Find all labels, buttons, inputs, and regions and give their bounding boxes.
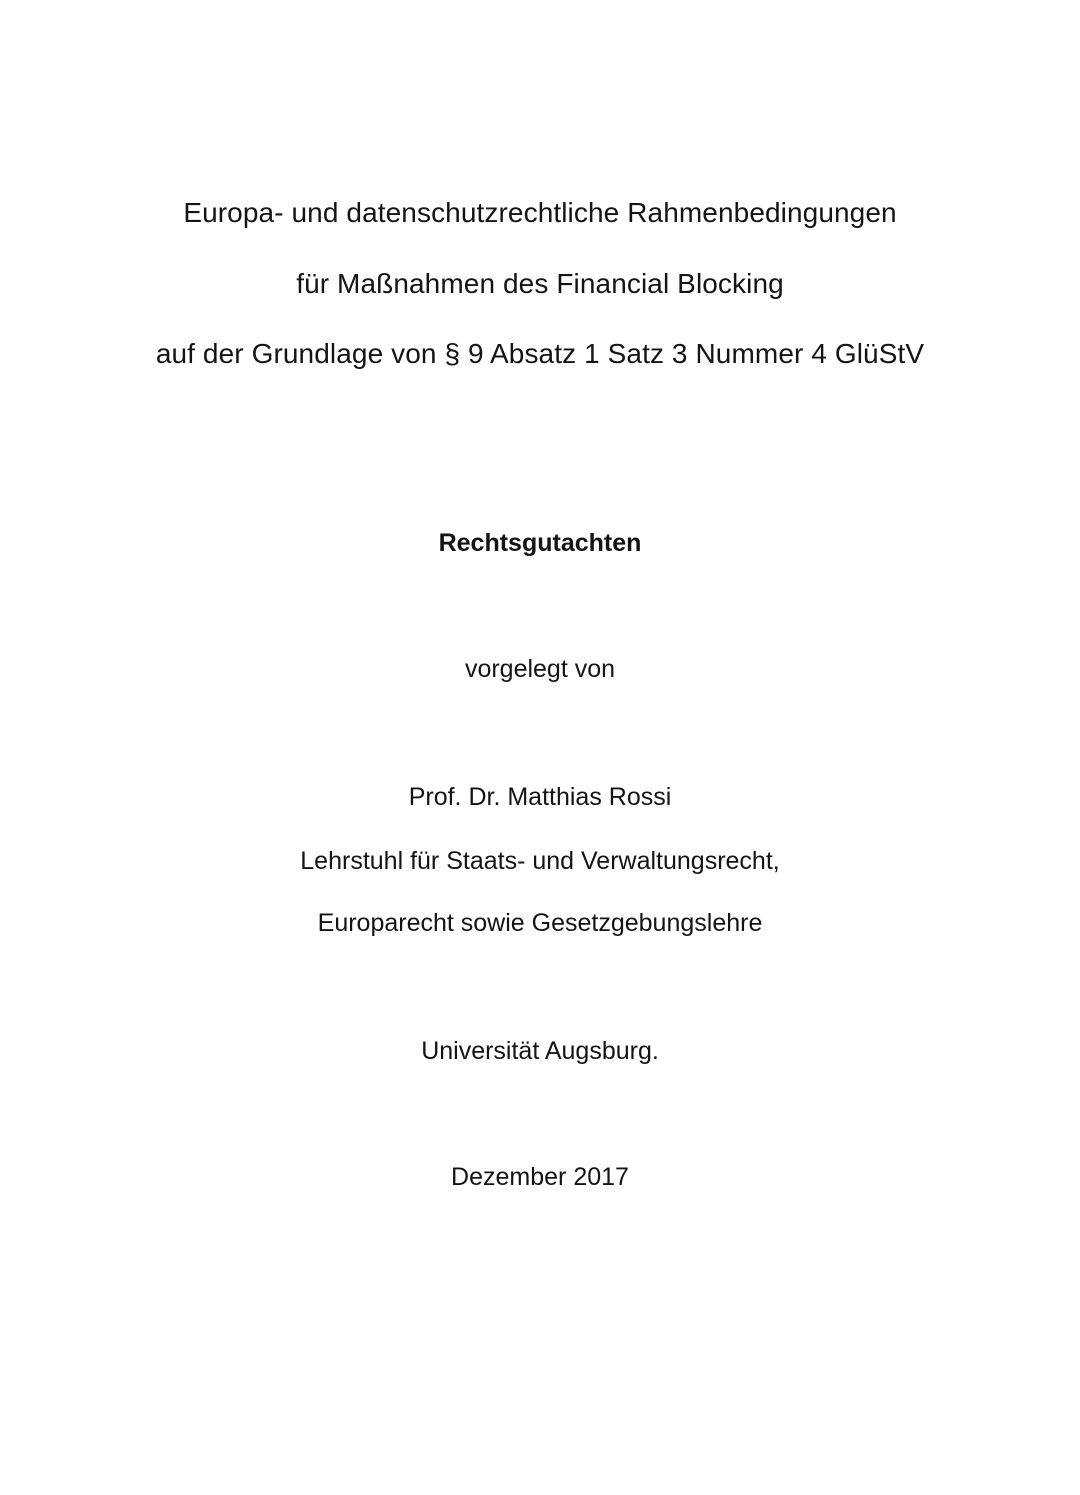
title-line-1: Europa- und datenschutzrechtliche Rahmenbedingungen bbox=[183, 197, 897, 228]
document-date: Dezember 2017 bbox=[451, 1163, 629, 1191]
document-type: Rechtsgutachten bbox=[438, 529, 642, 557]
author-name: Prof. Dr. Matthias Rossi bbox=[408, 783, 672, 811]
university: Universität Augsburg. bbox=[421, 1037, 659, 1065]
author-chair-line-2: Europarecht sowie Gesetzgebungslehre bbox=[317, 909, 763, 937]
presented-by-label: vorgelegt von bbox=[464, 655, 616, 683]
author-chair-line-1: Lehrstuhl für Staats- und Verwaltungsrecht, bbox=[300, 847, 780, 875]
title-line-3: auf der Grundlage von § 9 Absatz 1 Satz 3 Nummer 4 GlüStV bbox=[155, 338, 925, 369]
title-line-2: für Maßnahmen des Financial Blocking bbox=[296, 268, 784, 299]
